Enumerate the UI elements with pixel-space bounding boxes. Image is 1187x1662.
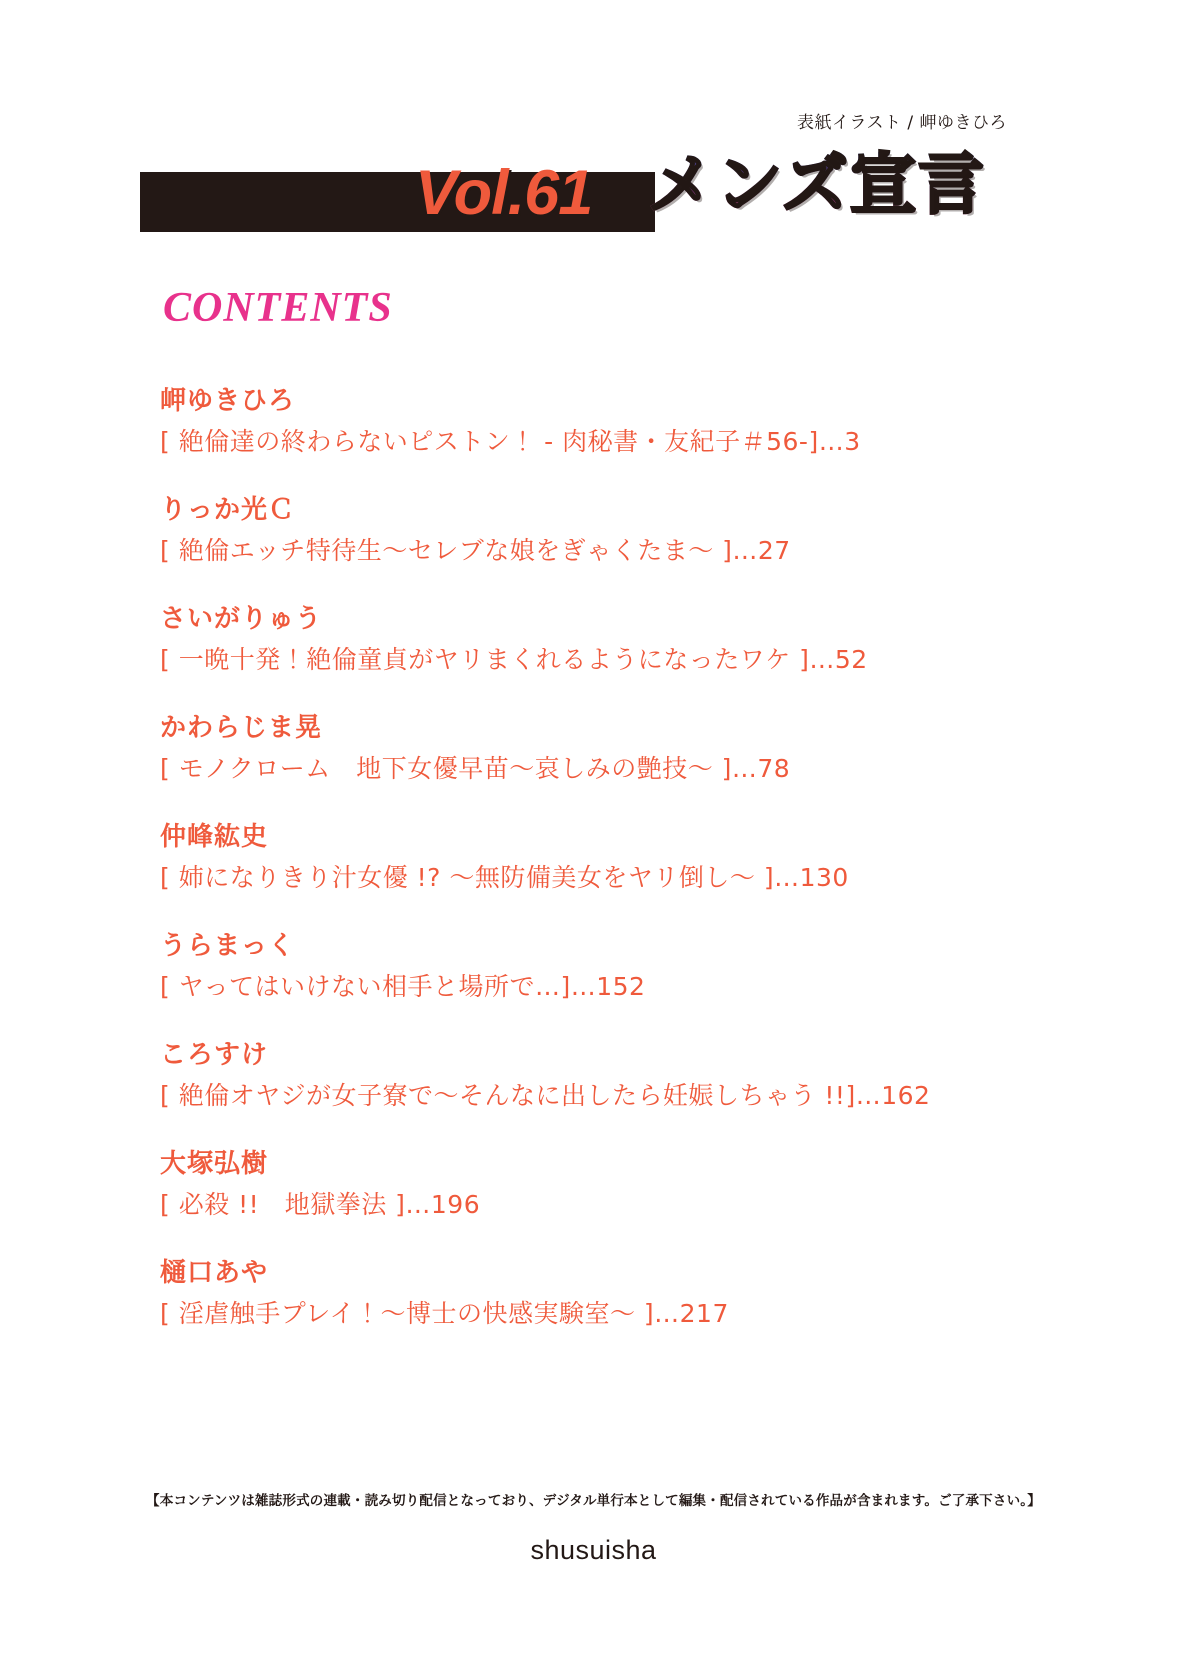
toc-title: [ 必殺 !! 地獄拳法 ]…196	[160, 1189, 481, 1219]
toc-entry[interactable]	[160, 712, 1060, 785]
toc-author: りっか光Ｃ	[160, 495, 296, 525]
toc-title: [ 淫虐触手プレイ！〜博士の快感実験室〜 ]…217	[160, 1298, 729, 1328]
toc-title: [ 絶倫オヤジが女子寮で〜そんなに出したら妊娠しちゃう !!]…162	[160, 1080, 931, 1110]
toc-entry[interactable]	[160, 1039, 1060, 1112]
toc-author: 樋口あや	[160, 1258, 269, 1288]
toc-author: ころすけ	[160, 1040, 269, 1070]
toc-entry[interactable]	[160, 1257, 1060, 1330]
toc-title: [ ヤってはいけない相手と場所で…]…152	[160, 971, 646, 1001]
contents-heading: CONTENTS	[163, 285, 393, 331]
publisher-name: shusuisha	[530, 1535, 657, 1565]
toc-title: [ 絶倫達の終わらないピストン！ - 肉秘書・友紀子＃56-]…3	[160, 426, 861, 456]
toc-author: かわらじま晃	[160, 713, 323, 743]
toc-title: [ 絶倫エッチ特待生〜セレブな娘をぎゃくたま〜 ]…27	[160, 535, 791, 565]
footer-note: 【本コンテンツは雑誌形式の連載・読み切り配信となっており、デジタル単行本として編集・配信されている作品が含まれます。ご了承下さい。】	[146, 1493, 1041, 1509]
toc-entry[interactable]	[160, 385, 1060, 458]
toc-title: [ 一晩十発！絶倫童貞がヤリまくれるようになったワケ ]…52	[160, 644, 868, 674]
toc-author: 仲峰紘史	[160, 822, 269, 852]
magazine-logo: メンズ宣言	[648, 146, 987, 223]
cover-illustration-credit: 表紙イラスト / 岬ゆきひろ	[796, 113, 1007, 133]
toc-author: さいがりゅう	[160, 604, 323, 634]
masthead	[0, 148, 1187, 268]
toc-entry[interactable]	[160, 1148, 1060, 1221]
toc-title: [ モノクローム 地下女優早苗〜哀しみの艶技〜 ]…78	[160, 753, 791, 783]
toc-entry[interactable]	[160, 603, 1060, 676]
toc-author: 岬ゆきひろ	[160, 386, 296, 416]
volume-number: Vol.61	[415, 158, 593, 228]
table-of-contents	[160, 385, 1060, 1366]
toc-entry[interactable]	[160, 930, 1060, 1003]
toc-entry[interactable]	[160, 821, 1060, 894]
toc-author: うらまっく	[160, 931, 296, 961]
toc-author: 大塚弘樹	[160, 1149, 269, 1179]
toc-title: [ 姉になりきり汁女優 !? 〜無防備美女をヤリ倒し〜 ]…130	[160, 862, 849, 892]
toc-entry[interactable]	[160, 494, 1060, 567]
